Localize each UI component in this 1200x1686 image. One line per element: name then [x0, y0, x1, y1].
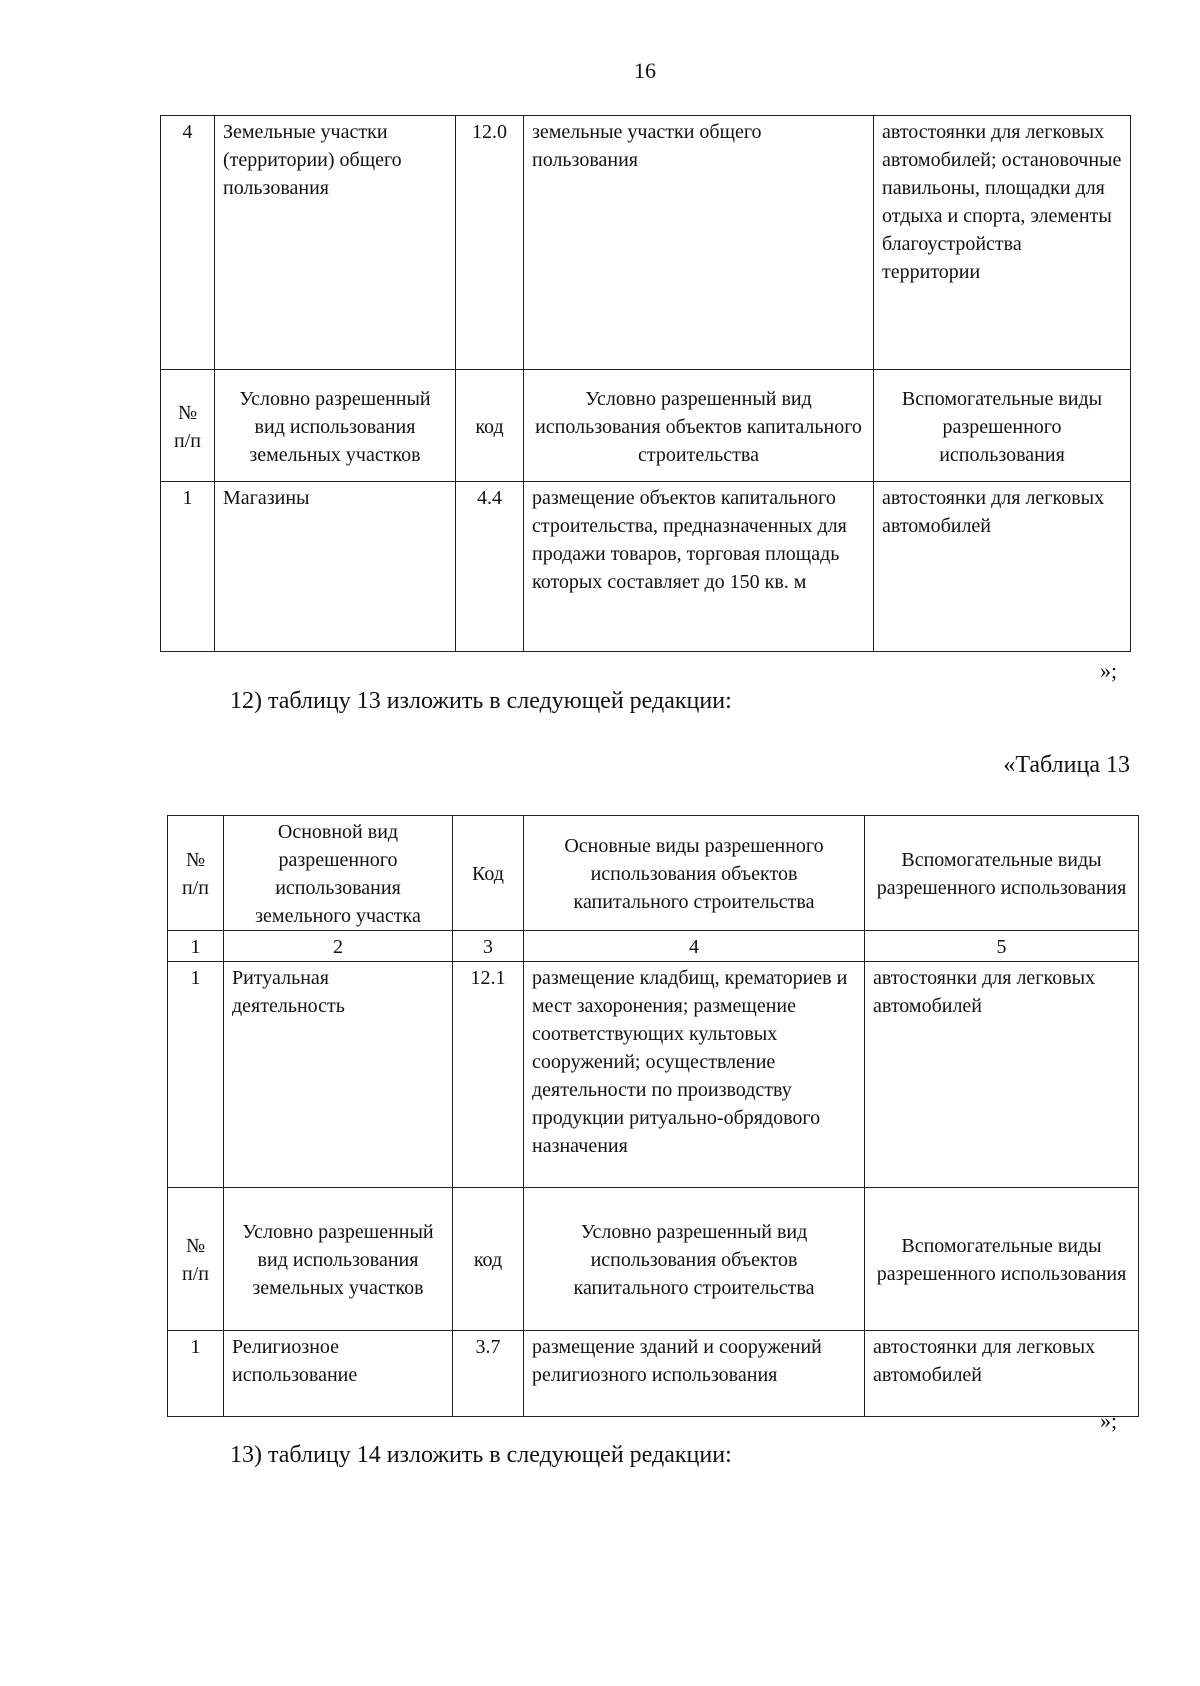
column-number: 2	[224, 931, 453, 962]
header-auxiliary: Вспомогательные виды разрешенного использования	[865, 816, 1139, 931]
cell-description: размещение зданий и сооружений религиозного использования	[524, 1331, 865, 1417]
table-header-row	[161, 370, 1131, 482]
header-use-name: Основной вид разрешенного использования земельного участка	[224, 816, 453, 931]
column-number: 5	[865, 931, 1139, 962]
header-use-name: Условно разрешенный вид использования земельных участков	[224, 1188, 453, 1331]
cell-use-name: Ритуальная деятельность	[224, 962, 453, 1188]
column-numbers-row	[168, 931, 1139, 962]
cell-code: 4.4	[456, 482, 524, 652]
closing-quote: »;	[1100, 1408, 1118, 1433]
instruction-paragraph-12: 12) таблицу 13 изложить в следующей редакции:	[230, 688, 732, 714]
cell-description: размещение объектов капитального строительства, предназначенных для продажи товаров, торговая площадь которых составляет до 150 кв. м	[524, 482, 874, 652]
cell-description: земельные участки общего пользования	[524, 116, 874, 370]
cell-num: 1	[161, 482, 215, 652]
header-num: № п/п	[168, 1188, 224, 1331]
cell-code: 12.1	[453, 962, 524, 1188]
column-number: 1	[168, 931, 224, 962]
header-description: Условно разрешенный вид использования объектов капитального строительства	[524, 370, 874, 482]
cell-num: 1	[168, 962, 224, 1188]
header-auxiliary: Вспомогательные виды разрешенного использования	[865, 1188, 1139, 1331]
cell-num: 4	[161, 116, 215, 370]
header-description: Основные виды разрешенного использования объектов капитального строительства	[524, 816, 865, 931]
page-number: 16	[634, 58, 656, 83]
cell-auxiliary: автостоянки для легковых автомобилей; остановочные павильоны, площадки для отдыха и спорта, элементы благоустройства территории	[874, 116, 1131, 370]
cell-auxiliary: автостоянки для легковых автомобилей	[865, 1331, 1139, 1417]
cell-num: 1	[168, 1331, 224, 1417]
table-row	[161, 482, 1131, 652]
column-number: 4	[524, 931, 865, 962]
cell-auxiliary: автостоянки для легковых автомобилей	[865, 962, 1139, 1188]
header-description: Условно разрешенный вид использования объектов капитального строительства	[524, 1188, 865, 1331]
table-13	[167, 815, 1139, 1417]
cell-description: размещение кладбищ, крематориев и мест захоронения; размещение соответствующих культовых сооружений; осуществление деятельности по производству продукции ритуально-обрядового назначения	[524, 962, 865, 1188]
cell-use-name: Религиозное использование	[224, 1331, 453, 1417]
header-code: код	[453, 1188, 524, 1331]
table-header-row	[168, 1188, 1139, 1331]
header-use-name: Условно разрешенный вид использования земельных участков	[215, 370, 456, 482]
column-number: 3	[453, 931, 524, 962]
header-num: № п/п	[168, 816, 224, 931]
header-code: Код	[453, 816, 524, 931]
header-code: код	[456, 370, 524, 482]
table-header-row	[168, 816, 1139, 931]
table-row	[168, 962, 1139, 1188]
header-auxiliary: Вспомогательные виды разрешенного использования	[874, 370, 1131, 482]
cell-code: 3.7	[453, 1331, 524, 1417]
table-caption: «Таблица 13	[1003, 752, 1130, 778]
cell-use-name: Магазины	[215, 482, 456, 652]
permitted-use-table-continued	[160, 115, 1131, 652]
table-row	[168, 1331, 1139, 1417]
instruction-paragraph-13: 13) таблицу 14 изложить в следующей редакции:	[230, 1442, 732, 1468]
cell-use-name: Земельные участки (территории) общего пользования	[215, 116, 456, 370]
table-row	[161, 116, 1131, 370]
cell-code: 12.0	[456, 116, 524, 370]
cell-auxiliary: автостоянки для легковых автомобилей	[874, 482, 1131, 652]
header-num: № п/п	[161, 370, 215, 482]
closing-quote: »;	[1100, 658, 1118, 683]
